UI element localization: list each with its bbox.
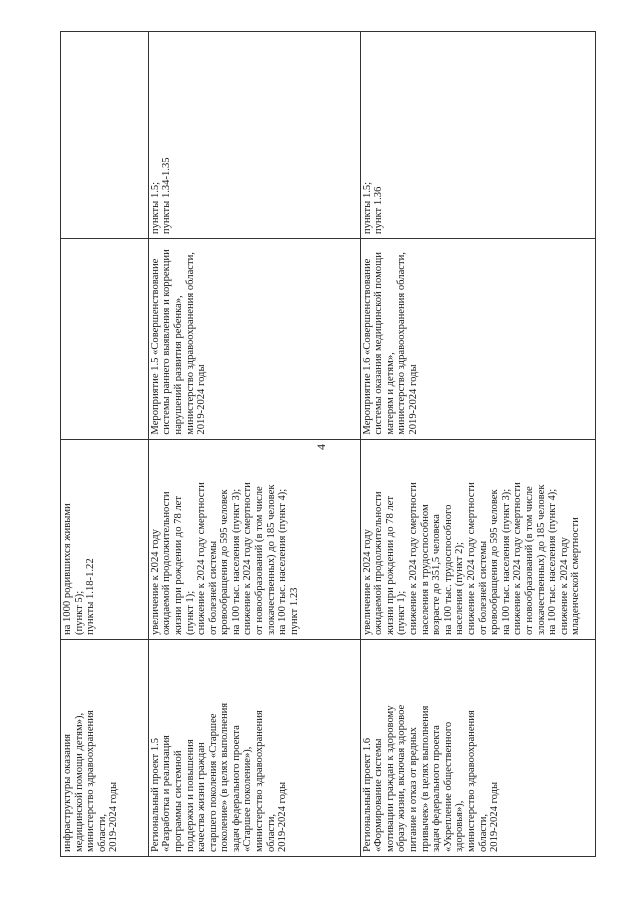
- project-cell: [360, 640, 595, 857]
- project-cell: [61, 640, 149, 857]
- project-text: Региональный проект 1.6 «Формирование системы мотивации граждан к здоровому образу жизни, включая здоровое питание и отказ от вредных привычек» (в целях выполнения задач федерального проекта «Укрепление общественного здоровья»), министерство здравоохранения области, 2019-2024 годы: [361, 704, 501, 852]
- indicator-cell: [148, 439, 360, 639]
- document-table-container: [60, 31, 596, 857]
- indicator-text: на 1000 родившихся живыми (пункт 5); пункты 1.18-1.22: [62, 503, 97, 636]
- indicator-text: увеличение к 2024 году ожидаемой продолжительности жизни при рождении до 78 лет (пункт 1); снижение к 2024 году смертности от болезней системы кровообращения до 595 человек на 100 тыс. населения (пункт 3); снижение к 2024 году смертности от новообразований (в том числе злокачественных) до 185 человек на 100 тыс. населения (пункт 4); пункт 1.23: [149, 482, 300, 636]
- reference-cell: [360, 32, 595, 239]
- activity-cell: [360, 239, 595, 439]
- activity-text: Мероприятие 1.6 «Совершенствование системы оказания медицинской помощи матерям и детям», министерство здравоохранения области, 2019-2024 годы: [361, 252, 419, 435]
- table-row: [148, 32, 360, 857]
- reference-text: пункты 1.5; пункты 1.34-1.35: [149, 157, 173, 235]
- program-table: [60, 31, 596, 857]
- project-text: Региональный проект 1.5 «Разработка и реализация программы системной поддержки и повышения качества жизни граждан старшего поколения «Старшее поколение» (в целях выполнения задач федерального проекта «Старшее поколение»), министерство здравоохранения области, 2019-2024 годы: [149, 702, 289, 852]
- page-number: 4: [314, 444, 328, 450]
- activity-cell: [61, 239, 149, 439]
- reference-text: пункты 1.5; пункт 1.36: [361, 181, 385, 235]
- indicator-cell: [61, 439, 149, 639]
- indicator-cell: [360, 439, 595, 639]
- reference-cell: [148, 32, 360, 239]
- project-cell: [148, 640, 360, 857]
- activity-cell: [148, 239, 360, 439]
- table-row: [61, 32, 149, 857]
- reference-cell: [61, 32, 149, 239]
- project-text: инфраструктуры оказания медицинской помощи детям»), министерство здравоохранения области, 2019-2024 годы: [62, 710, 120, 852]
- table-row: [360, 32, 595, 857]
- indicator-text: увеличение к 2024 году ожидаемой продолжительности жизни при рождении до 78 лет (пункт 1); снижение к 2024 году смертности населения в трудоспособном возрасте до 351,5 человека на 100 тыс. трудоспособного населения (пункт 2); снижение к 2024 году смертности от болезней системы кровообращения до 595 человек на 100 тыс. населения (пункт 3); снижение к 2024 году смертности от новообразований (в том числе злокачественных) до 185 человек на 100 тыс. населения (пункт 4); снижение к 2024 году младенческой смертности: [361, 482, 582, 636]
- activity-text: Мероприятие 1.5 «Совершенствование системы раннего выявления и коррекции нарушений развития ребенка», министерство здравоохранения области, 2019-2024 годы: [149, 249, 208, 435]
